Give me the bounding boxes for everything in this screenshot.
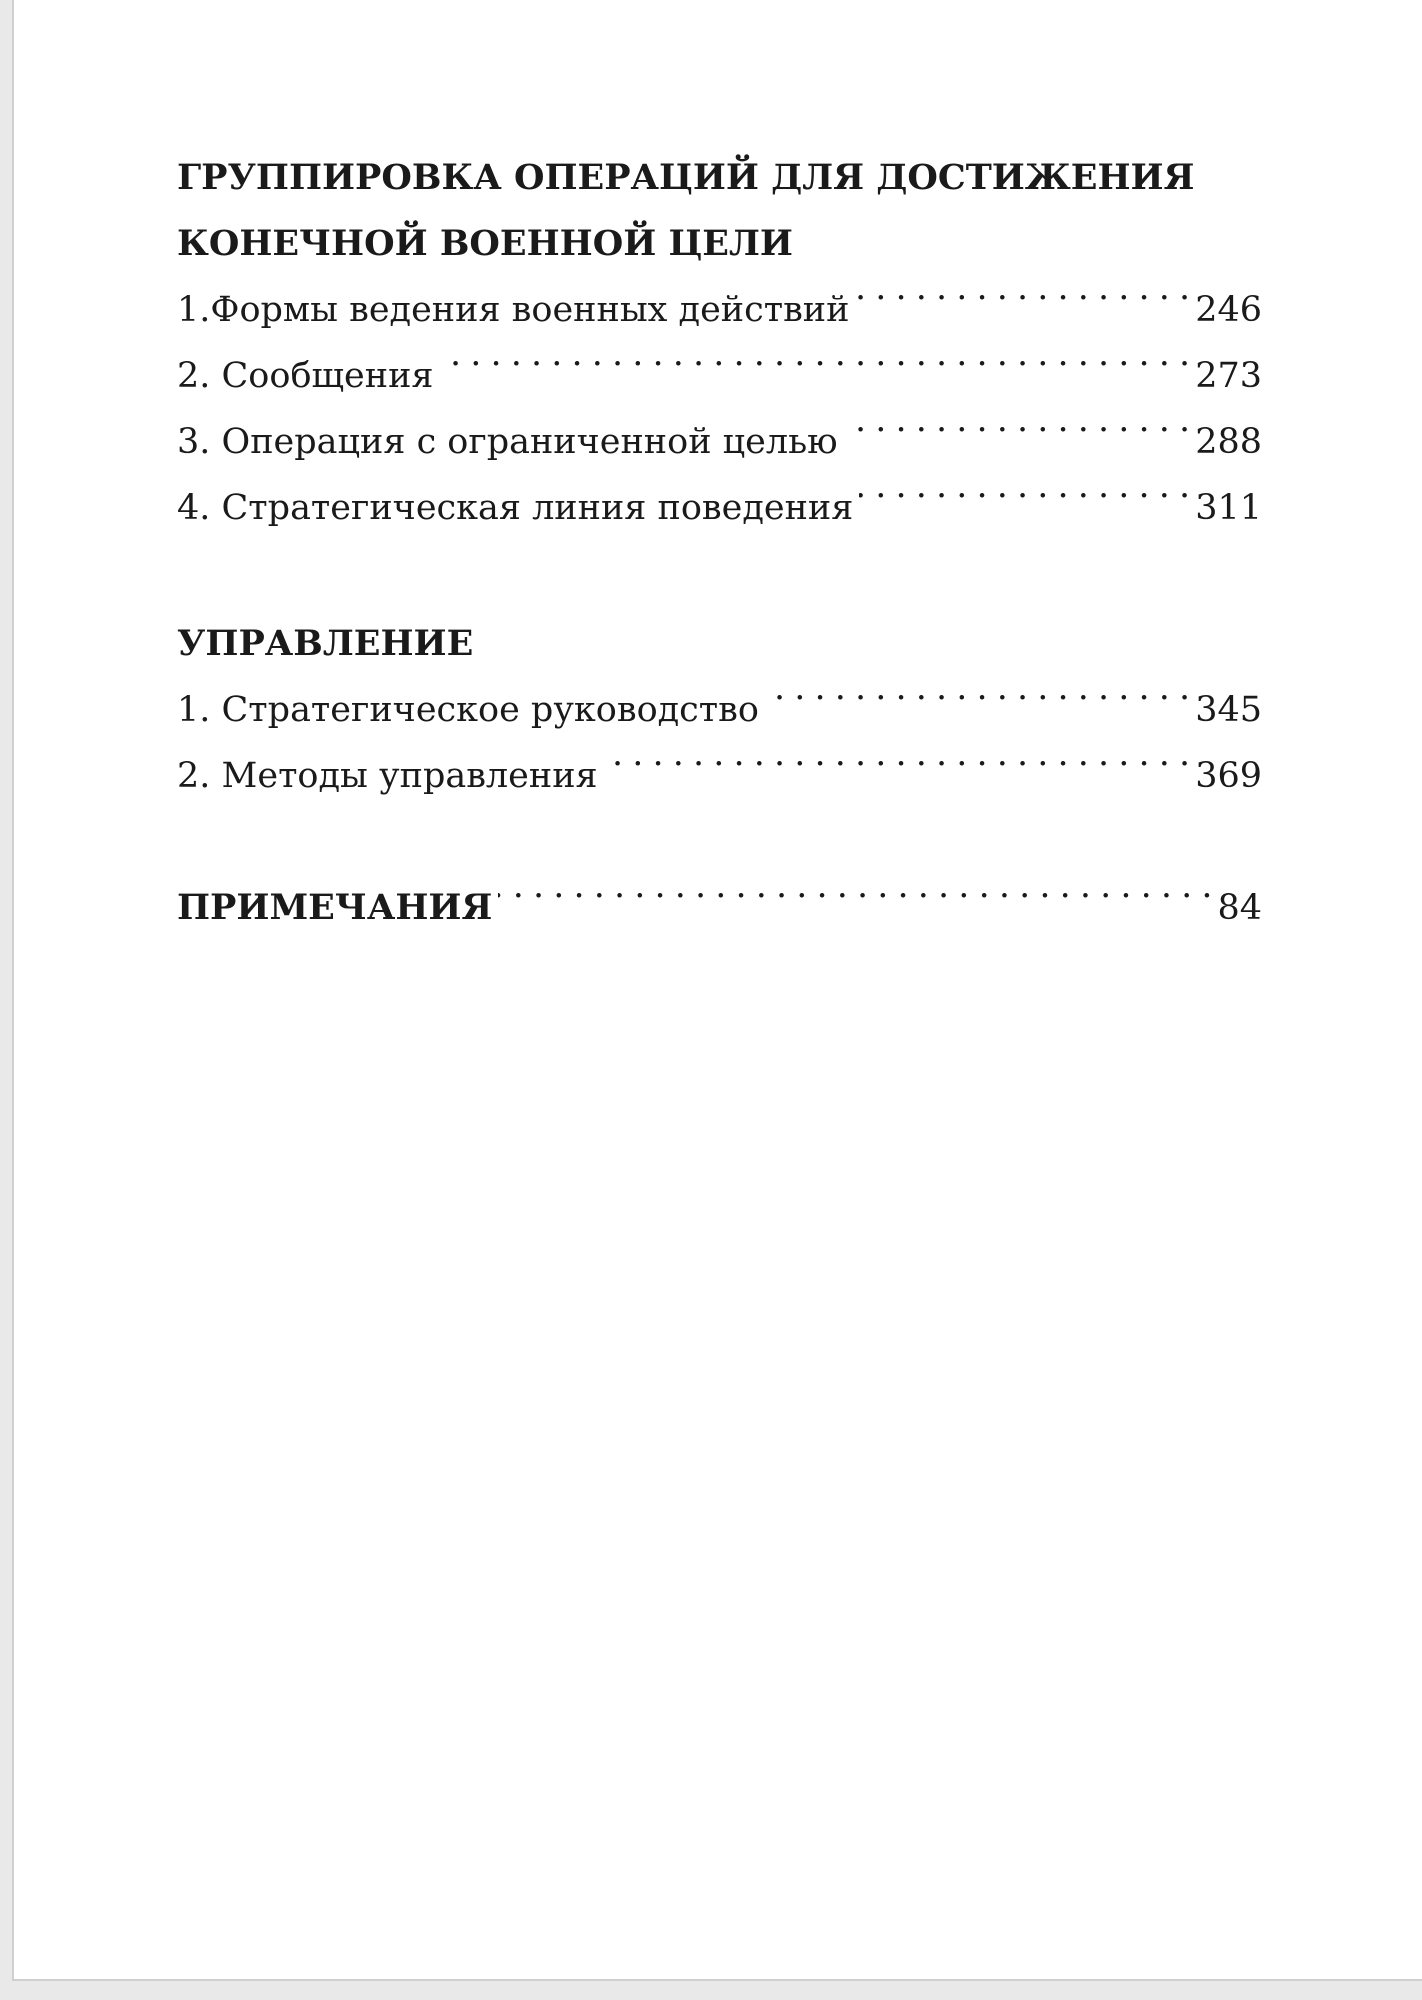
leader-dots [859, 484, 1189, 519]
toc-entry-page: 273 [1195, 356, 1262, 396]
toc-entry-title: ПРИМЕЧАНИЯ [177, 887, 493, 928]
toc-entry[interactable] [177, 409, 1262, 475]
table-of-contents [177, 145, 1262, 941]
leader-dots [440, 352, 1190, 387]
section-heading-grouping-line-1: ГРУППИРОВКА ОПЕРАЦИЙ ДЛЯ ДОСТИЖЕНИЯ [177, 157, 1195, 198]
toc-entry-title: 4. Стратегическая линия поведения [177, 488, 854, 528]
section-heading-management: УПРАВЛЕНИЕ [177, 623, 474, 664]
toc-entry-page: 369 [1195, 756, 1262, 796]
toc-entry[interactable] [177, 743, 1262, 809]
toc-entry-title: 1. Стратегическое руководство [177, 690, 759, 730]
leader-dots [498, 884, 1211, 919]
section-spacer [177, 541, 1262, 611]
toc-entry-title: 1.Формы ведения военных действий [177, 290, 850, 330]
leader-dots [604, 752, 1190, 787]
toc-entry[interactable] [177, 475, 1262, 541]
toc-entry[interactable] [177, 277, 1262, 343]
leader-dots [765, 686, 1189, 721]
toc-entry-page: 288 [1195, 422, 1262, 462]
leader-dots [844, 418, 1190, 453]
toc-entry-page: 345 [1195, 690, 1262, 730]
toc-entry-title: 2. Сообщения [177, 356, 434, 396]
document-page [12, 0, 1422, 1981]
section-spacer [177, 809, 1262, 875]
toc-entry[interactable] [177, 677, 1262, 743]
toc-entry-title: 3. Операция с ограниченной целью [177, 422, 838, 462]
leader-dots [855, 286, 1189, 321]
toc-entry-page: 246 [1195, 290, 1262, 330]
toc-entry-page: 311 [1195, 488, 1262, 528]
toc-entry-page: 84 [1217, 888, 1262, 928]
toc-entry-notes[interactable] [177, 875, 1262, 941]
section-heading-grouping-line-2: КОНЕЧНОЙ ВОЕННОЙ ЦЕЛИ [177, 223, 793, 264]
toc-entry[interactable] [177, 343, 1262, 409]
toc-entry-title: 2. Методы управления [177, 756, 598, 796]
